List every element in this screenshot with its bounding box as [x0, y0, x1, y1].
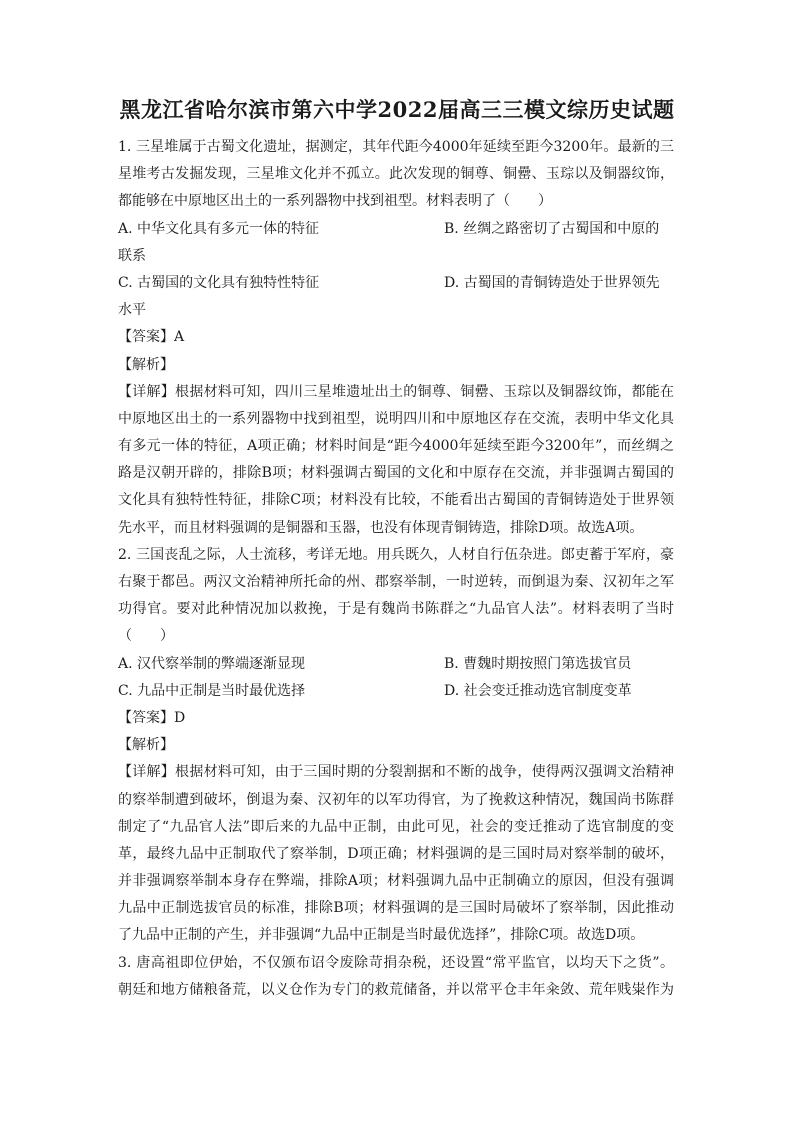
question-2-analysis-label: 【解析】 — [118, 737, 174, 754]
question-2-analysis-line: 的察举制遭到破坏，倒退为秦、汉初年的以军功得官，为了挽救这种情况，魏国尚书陈群 — [118, 791, 674, 808]
question-1-option-c: C. 古蜀国的文化具有独特性特征 — [118, 274, 320, 291]
question-1-options-row-2 — [118, 270, 674, 297]
question-1-analysis-label: 【解析】 — [118, 356, 174, 373]
question-2-analysis-line: 【详解】根据材料可知，由于三国时期的分裂割据和不断的战争，使得两汉强调文治精神 — [118, 764, 674, 781]
question-2-option-a: A. 汉代察举制的弊端逐渐显现 — [118, 655, 306, 672]
question-2-stem-line: 功得官。要对此种情况加以救挽，于是有魏尚书陈群之“九品官人法”。材料表明了当时 — [118, 601, 674, 618]
question-2-answer: 【答案】D — [118, 709, 186, 726]
question-2-options-row-1 — [118, 651, 674, 678]
question-3-stem-line: 朝廷和地方储粮备荒，以义仓作为专门的救荒储备，并以常平仓丰年籴敛、荒年贱粜作为 — [118, 981, 674, 998]
question-2-analysis-line: 并非强调察举制本身存在弊端，排除A项；材料强调九品中正制确立的原因，但没有强调 — [118, 873, 674, 890]
question-2-analysis-line: 制定了“九品官人法”即后来的九品中正制，由此可见，社会的变迁推动了选官制度的变 — [118, 818, 674, 835]
question-1 — [118, 134, 674, 542]
question-1-analysis-line: 先水平，而且材料强调的是铜器和玉器，也没有体现青铜铸造，排除D项。故选A项。 — [118, 519, 644, 536]
question-1-option-a: A. 中华文化具有多元一体的特征 — [118, 220, 320, 237]
question-1-stem-line: 星堆考古发掘发现，三星堆文化并不孤立。此次发现的铜尊、铜罍、玉琮以及铜器纹饰， — [118, 166, 674, 183]
question-2-analysis-line: 革，最终九品中正制取代了察举制，D项正确；材料强调的是三国时局对察举制的破坏， — [118, 845, 674, 862]
question-2-analysis-line: 九品中正制选拔官员的标准，排除B项；材料强调的是三国时局破坏了察举制，因此推动 — [118, 900, 674, 917]
question-2 — [118, 542, 674, 950]
question-2-options-row-2 — [118, 678, 674, 705]
question-1-analysis-line: 中原地区出土的一系列器物中找到祖型，说明四川和中原地区存在交流，表明中华文化具 — [118, 410, 674, 427]
question-2-stem-line: 右聚于都邑。两汉文治精神所托命的州、郡察举制，一时逆转，而倒退为秦、汉初年之军 — [118, 574, 674, 590]
question-1-stem-line: 都能够在中原地区出土的一系列器物中找到祖型。材料表明了（ ） — [118, 193, 552, 210]
question-1-option-b-continuation: 联系 — [118, 247, 146, 264]
question-1-stem-line: 1. 三星堆属于古蜀文化遗址，据测定，其年代距今4000年延续至距今3200年。最新的三 — [118, 139, 674, 155]
question-1-analysis-line: 文化具有独特性特征，排除C项；材料没有比较，不能看出古蜀国的青铜铸造处于世界领 — [118, 492, 674, 509]
question-3 — [118, 950, 674, 1004]
question-1-option-d: D. 古蜀国的青铜铸造处于世界领先 — [444, 274, 660, 291]
question-1-analysis-line: 路是汉朝开辟的，排除B项；材料强调古蜀国的文化和中原存在交流，并非强调古蜀国的 — [118, 465, 674, 482]
question-3-stem-line: 3. 唐高祖即位伊始，不仅颁布诏令废除苛捐杂税，还设置“常平监官，以均天下之货”。 — [118, 954, 674, 971]
question-1-option-b: B. 丝绸之路密切了古蜀国和中原的 — [444, 220, 660, 237]
question-2-option-d: D. 社会变迁推动选官制度变革 — [444, 682, 632, 699]
question-1-option-d-continuation: 水平 — [118, 302, 146, 319]
question-2-stem-line: 2. 三国丧乱之际，人士流移，考详无地。用兵既久，人材自行伍杂进。郎吏蓄于军府，豪 — [118, 546, 674, 563]
question-2-option-c: C. 九品中正制是当时最优选择 — [118, 682, 306, 699]
question-2-analysis-line: 了九品中正制的产生，并非强调“九品中正制是当时最优选择”，排除C项。故选D项。 — [118, 927, 645, 944]
document-body — [118, 134, 674, 1004]
question-1-options-row-1 — [118, 216, 674, 243]
question-2-stem-line: （ ） — [118, 628, 174, 645]
question-1-analysis-line: 【详解】根据材料可知，四川三星堆遗址出土的铜尊、铜罍、玉琮以及铜器纹饰，都能在 — [118, 383, 674, 400]
question-1-answer: 【答案】A — [118, 329, 185, 346]
page-title: 黑龙江省哈尔滨市第六中学2022届高三三模文综历史试题 — [119, 97, 675, 122]
question-2-option-b: B. 曹魏时期按照门第选拔官员 — [444, 655, 632, 672]
question-1-analysis-line: 有多元一体的特征，A项正确；材料时间是“距今4000年延续至距今3200年”，而丝绸之 — [118, 438, 674, 455]
